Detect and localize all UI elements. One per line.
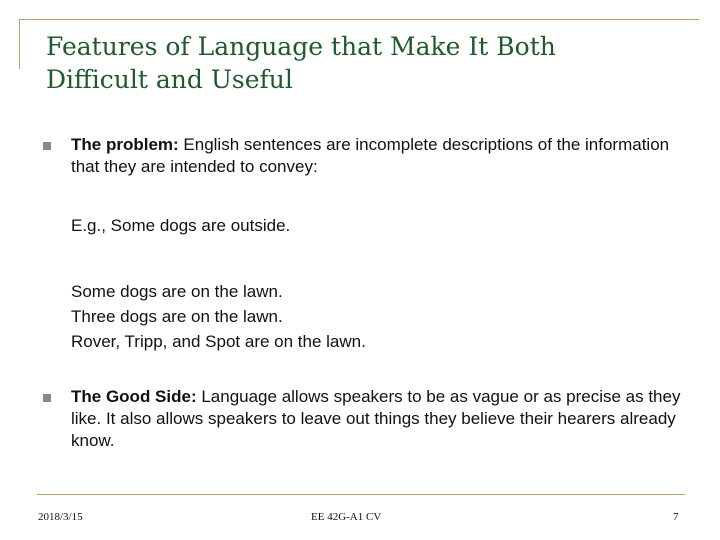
- footer-course: EE 42G-A1 CV: [311, 511, 382, 523]
- bullet-2-icon: [43, 394, 51, 402]
- bullet-2-body: Language allows speakers to be as vague or as precise as they like. It also allows speakers to leave out things they believe their hearers already know.: [71, 387, 681, 450]
- title-line-1: Features of Language that Make It Both: [46, 32, 556, 61]
- example-text: E.g., Some dogs are outside.: [71, 216, 291, 235]
- example-lines: [71, 279, 366, 354]
- frame-left-rule: [19, 19, 20, 69]
- example-line-3: Rover, Tripp, and Spot are on the lawn.: [71, 332, 366, 351]
- example-line-2: Three dogs are on the lawn.: [71, 307, 283, 326]
- slide-title: [46, 30, 686, 96]
- bullet-1-text: [71, 134, 681, 178]
- bullet-1-icon: [43, 142, 51, 150]
- footer-date: 2018/3/15: [38, 511, 83, 523]
- bullet-1-body: English sentences are incomplete descriptions of the information that they are intended to convey:: [71, 135, 670, 176]
- example-line-1: Some dogs are on the lawn.: [71, 282, 283, 301]
- title-line-2: Difficult and Useful: [46, 65, 293, 94]
- frame-top-rule: [19, 19, 699, 20]
- bullet-2-text: [71, 386, 681, 452]
- bullet-2-label: The Good Side:: [71, 387, 197, 406]
- footer-page-number: 7: [673, 511, 679, 523]
- footer-rule: [37, 494, 685, 495]
- bullet-1-label: The problem:: [71, 135, 179, 154]
